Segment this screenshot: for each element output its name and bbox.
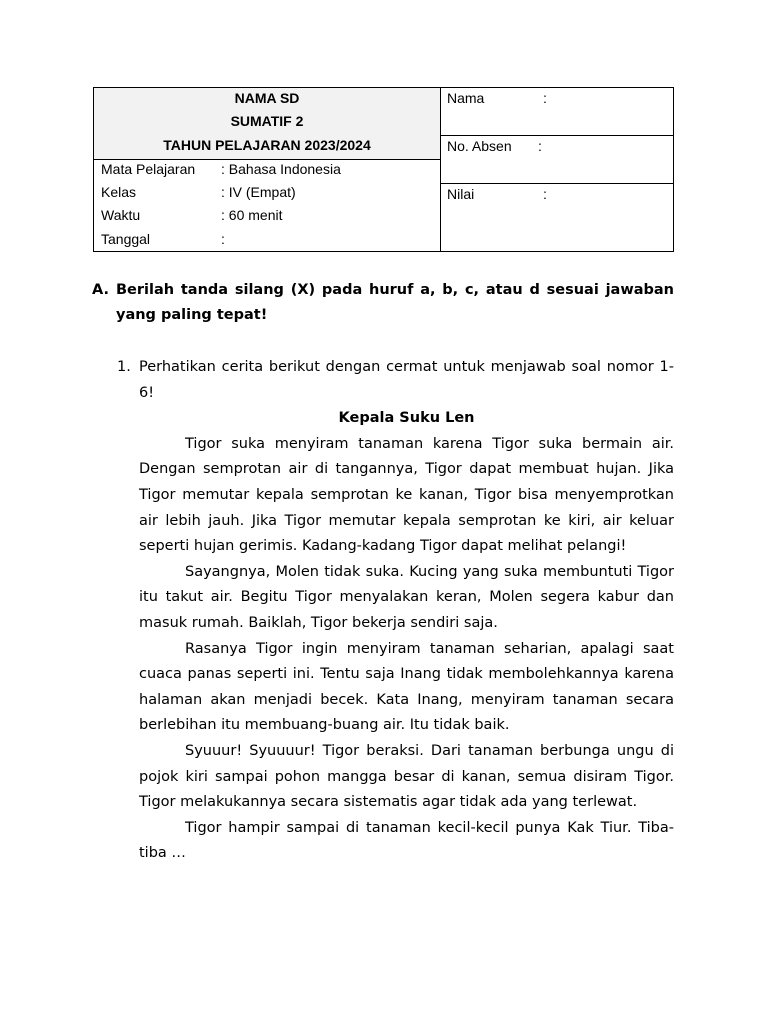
field-label-subject: Mata Pelajaran xyxy=(101,161,196,177)
student-name-cell[interactable] xyxy=(441,88,673,136)
story-paragraph: Rasanya Tigor ingin menyiram tanaman seharian, apalagi saat cuaca panas seperti ini. Tentu saja Inang tidak membolehkannya karena halaman akan menjadi becek. Kata Inang, menyiram tanaman secara berlebihan itu membuang-buang air. Itu tidak baik. xyxy=(139,640,674,734)
student-name-colon: : xyxy=(543,90,547,106)
exam-header-table xyxy=(93,87,674,252)
field-value-time: : 60 menit xyxy=(221,207,283,223)
section-a xyxy=(92,278,674,328)
story-paragraph: Tigor suka menyiram tanaman karena Tigor suka bermain air. Dengan semprotan air di tangannya, Tigor dapat membuat hujan. Jika Tigor memutar kepala semprotan ke kanan, Tigor bisa menyemprotkan air lebih jauh. Jika Tigor memutar kepala semprotan ke kiri, air keluar seperti hujan gerimis. Kadang-kadang Tigor dapat melihat pelangi! xyxy=(139,435,674,555)
field-value-date: : xyxy=(221,231,225,247)
score-label: Nilai xyxy=(447,186,475,202)
student-number-label: No. Absen xyxy=(447,138,512,154)
student-number-cell[interactable] xyxy=(441,136,673,184)
student-name-label: Nama xyxy=(447,90,485,106)
question-prompt: Perhatikan cerita berikut dengan cermat untuk menjawab soal nomor 1-6! xyxy=(139,359,674,401)
story-paragraph: Tigor hampir sampai di tanaman kecil-kecil punya Kak Tiur. Tiba-tiba … xyxy=(139,819,674,862)
field-label-date: Tanggal xyxy=(101,231,151,247)
field-label-class: Kelas xyxy=(101,184,137,200)
exam-info-cell xyxy=(94,88,441,251)
section-a-instruction: Berilah tanda silang (X) pada huruf a, b, c, atau d sesuai jawaban yang paling tepat! xyxy=(116,282,674,323)
score-cell[interactable] xyxy=(441,184,673,251)
field-value-class: : IV (Empat) xyxy=(221,184,296,200)
school-name: NAMA SD xyxy=(234,90,300,106)
story-paragraph: Syuuur! Syuuuur! Tigor beraksi. Dari tanaman berbunga ungu di pojok kiri sampai pohon mangga besar di kanan, semua disiram Tigor. Tigor melakukannya secara sistematis agar tidak ada yang terlewat. xyxy=(139,742,674,811)
school-year: TAHUN PELAJARAN 2023/2024 xyxy=(163,137,371,153)
story-paragraph: Sayangnya, Molen tidak suka. Kucing yang suka membuntuti Tigor itu takut air. Begitu Tigor menyalakan keran, Molen segera kabur dan masuk rumah. Baiklah, Tigor bekerja sendiri saja. xyxy=(139,563,674,631)
field-value-subject: : Bahasa Indonesia xyxy=(221,161,341,177)
question-number: 1. xyxy=(117,359,131,375)
exam-title-band xyxy=(94,88,440,160)
score-colon: : xyxy=(543,186,547,202)
field-label-time: Waktu xyxy=(101,207,141,223)
section-a-letter: A. xyxy=(92,282,109,298)
student-number-colon: : xyxy=(538,138,542,154)
exam-name: SUMATIF 2 xyxy=(230,113,304,129)
question-body xyxy=(139,355,674,867)
story-title: Kepala Suku Len xyxy=(338,410,475,427)
